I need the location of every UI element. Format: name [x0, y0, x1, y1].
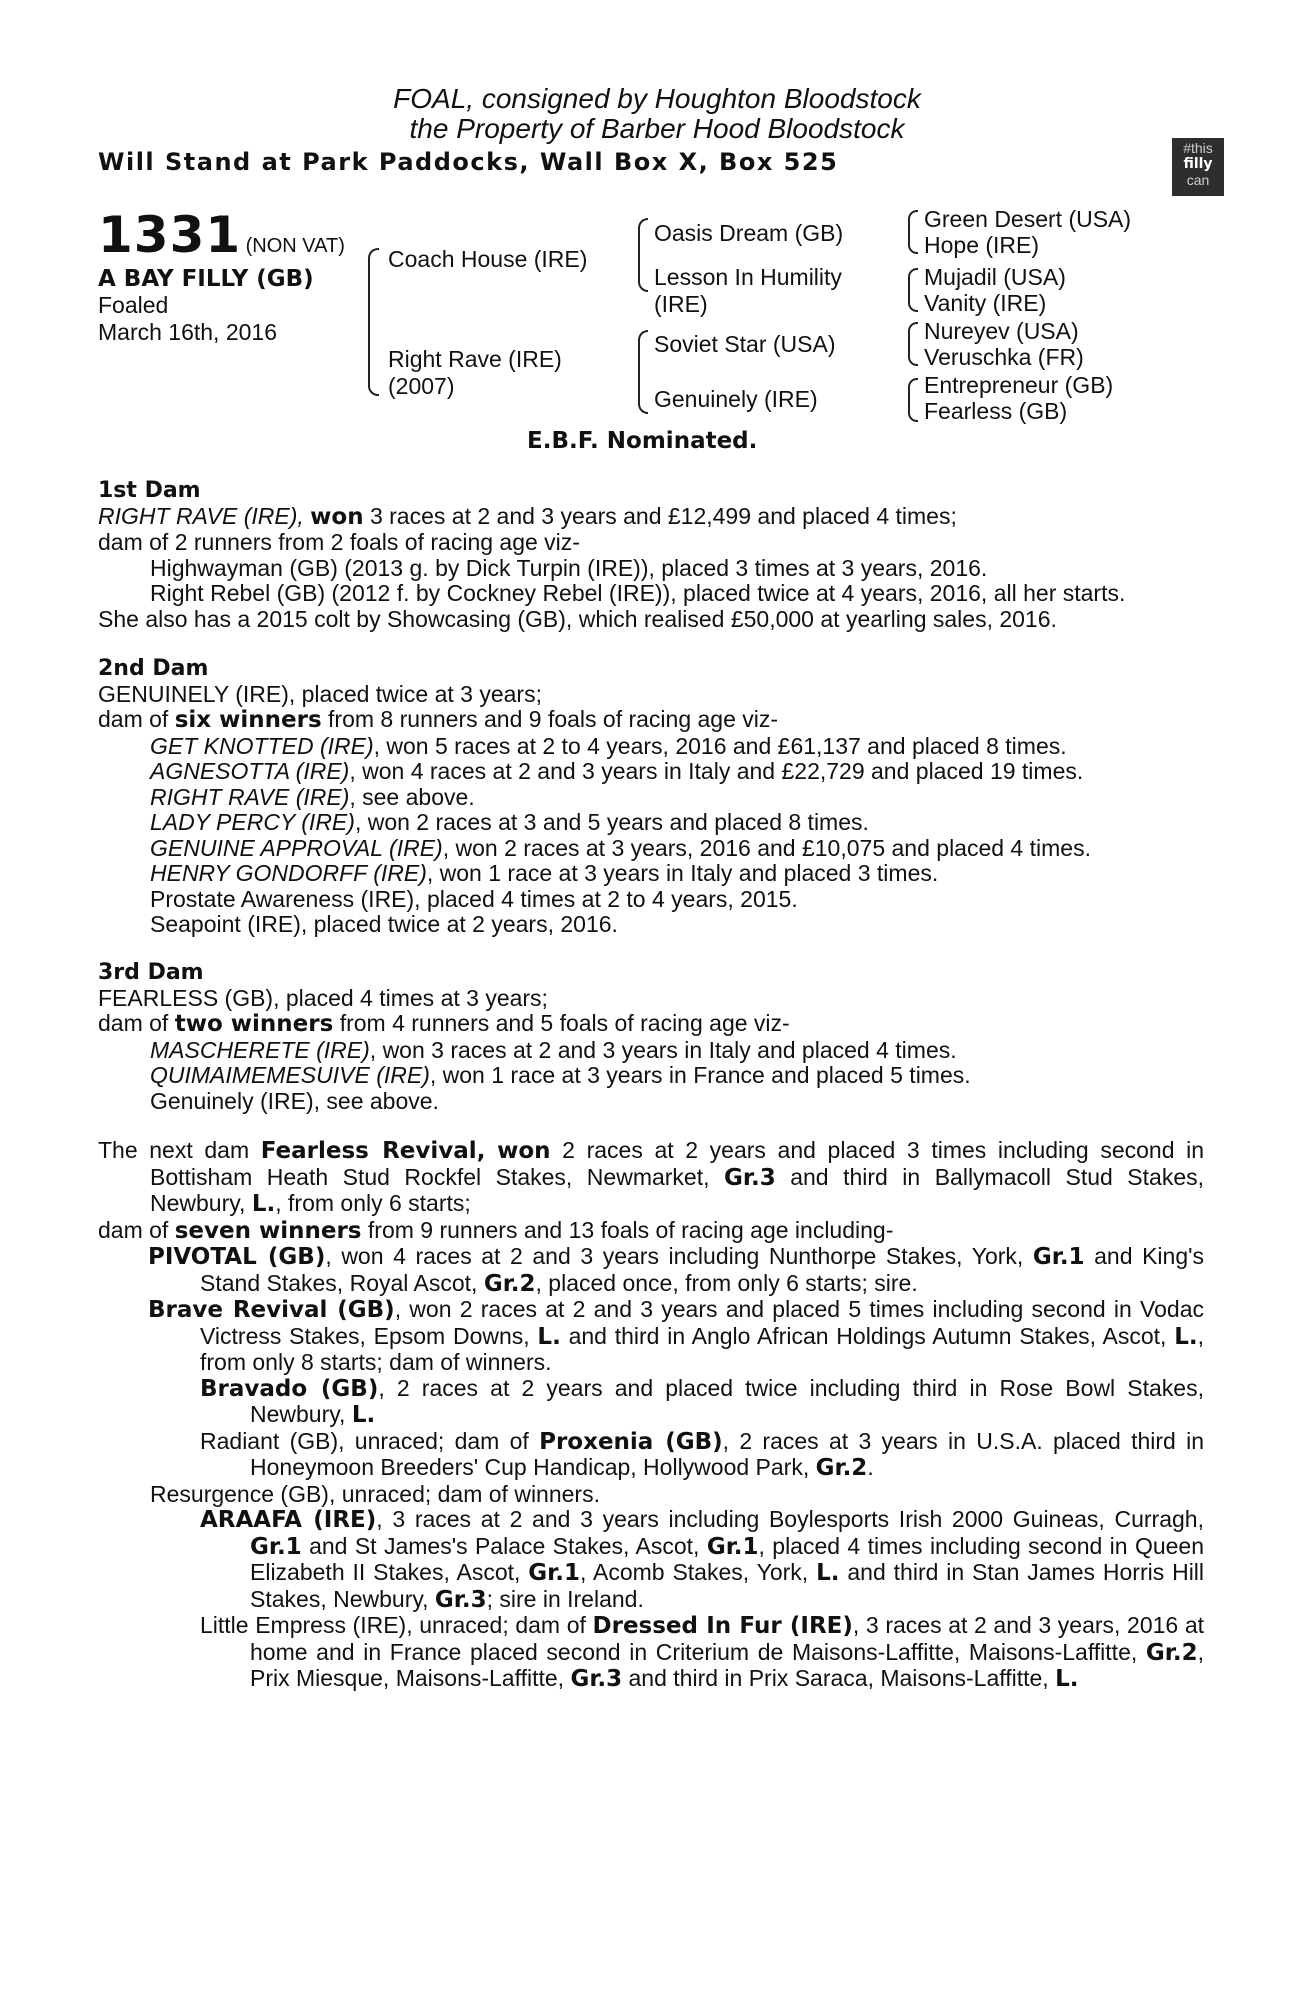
first-dam-produce-2: Right Rebel (GB) (2012 f. by Cockney Rebel (IRE)), placed twice at 4 years, 2016, all her starts.: [150, 580, 1126, 606]
third-dam-line: FEARLESS (GB), placed 4 times at 3 years;: [98, 984, 548, 1011]
foaled-label: Foaled: [98, 292, 169, 318]
third-dam-produce-2: QUIMAIMEMESUIVE (IRE), won 1 race at 3 years in France and placed 5 times.: [150, 1062, 971, 1088]
pedigree-dam-year: (2007): [388, 373, 455, 399]
second-dam-produce-6: HENRY GONDORFF (IRE), won 1 race at 3 years in Italy and placed 3 times.: [150, 860, 939, 886]
pedigree-gg8: Fearless (GB): [924, 398, 1068, 424]
first-dam-record: 3 races at 2 and 3 years and £12,499 and placed 4 times;: [369, 502, 957, 529]
pedigree-brace-gg1: [908, 210, 918, 254]
pedigree-gs2: Soviet Star (USA): [654, 331, 836, 357]
badge-line2: filly: [1183, 156, 1213, 172]
pedigree-gg4: Vanity (IRE): [924, 290, 1047, 316]
badge-line1: #this: [1183, 140, 1213, 156]
third-dam-produce-3: Genuinely (IRE), see above.: [150, 1087, 439, 1114]
produce-resurgence: Resurgence (GB), unraced; dam of winners.: [150, 1480, 600, 1507]
pedigree-gg7: Entrepreneur (GB): [924, 372, 1114, 398]
produce-brave-revival: Brave Revival (GB), won 2 races at 2 and 3 years and placed 5 times including second in Vodac Victress Stakes, Epsom Downs, L. and third in Anglo African Holdings Autumn Stakes, Ascot, L., from only 8 starts; dam of winners.: [148, 1296, 1204, 1375]
foaled-date: March 16th, 2016: [98, 319, 278, 345]
won-label: won: [310, 503, 364, 530]
pedigree-brace-dam: [638, 330, 648, 414]
produce-radiant: Radiant (GB), unraced; dam of Proxenia (GB), 2 races at 3 years in U.S.A. placed third in Honeymoon Breeders' Cup Handicap, Hollywood Park, Gr.2.: [200, 1427, 1204, 1481]
pedigree-sire: Coach House (IRE): [388, 246, 588, 272]
first-dam-produce-summary: dam of 2 runners from 2 foals of racing age viz-: [98, 529, 580, 555]
pedigree-gd1-b: (IRE): [654, 291, 708, 317]
first-dam-heading: 1st Dam: [98, 478, 201, 503]
third-dam-produce-1: MASCHERETE (IRE), won 3 races at 2 and 3 years in Italy and placed 4 times.: [150, 1036, 957, 1063]
next-dam-produce-summary: dam of seven winners from 9 runners and 13 foals of racing age including-: [98, 1216, 894, 1244]
third-dam-section: [98, 960, 1208, 1114]
second-dam-produce-8: Seapoint (IRE), placed twice at 2 years, 2016.: [150, 911, 618, 937]
pedigree-gd2: Genuinely (IRE): [654, 386, 818, 412]
first-dam-note: She also has a 2015 colt by Showcasing (GB), which realised £50,000 at yearling sales, 2016.: [98, 605, 1057, 632]
pedigree-gg5: Nureyev (USA): [924, 318, 1079, 344]
first-dam-name: RIGHT RAVE (IRE),: [98, 502, 304, 529]
pedigree-gg3: Mujadil (USA): [924, 264, 1066, 290]
next-dam-section: [98, 1138, 1204, 1693]
header-stand: Will Stand at Park Paddocks, Wall Box X, Box 525: [98, 148, 839, 176]
third-dam-heading: 3rd Dam: [98, 960, 204, 985]
header-consignor: FOAL, consigned by Houghton Bloodstock: [393, 83, 921, 114]
produce-bravado: Bravado (GB), 2 races at 2 years and placed twice including third in Rose Bowl Stakes, Newbury, L.: [200, 1374, 1204, 1428]
ebf-nominated: E.B.F. Nominated.: [527, 428, 758, 454]
badge-line3: can: [1186, 172, 1210, 188]
pedigree-gs1: Oasis Dream (GB): [654, 220, 844, 246]
pedigree-brace-gg2: [908, 268, 918, 312]
third-dam-produce-summary: dam of two winners from 4 runners and 5 foals of racing age viz-: [98, 1010, 790, 1037]
second-dam-produce-3: RIGHT RAVE (IRE), see above.: [150, 783, 475, 810]
second-dam-heading: 2nd Dam: [98, 656, 209, 681]
lot-vat: (NON VAT): [245, 235, 345, 257]
second-dam-line: GENUINELY (IRE), placed twice at 3 years;: [98, 680, 542, 707]
pedigree-brace-main: [368, 248, 379, 396]
pedigree-gd1-a: Lesson In Humility: [654, 264, 842, 290]
produce-little-empress: Little Empress (IRE), unraced; dam of Dressed In Fur (IRE), 3 races at 2 and 3 years, 2016 at home and in France placed second in Criterium de Maisons-Laffitte, Maisons-Laffitte, Gr.2, Prix Miesque, Maisons-Laffitte, Gr.3 and third in Prix Saraca, Maisons-Laffitte, L.: [200, 1612, 1205, 1692]
produce-pivotal: PIVOTAL (GB), won 4 races at 2 and 3 years including Nunthorpe Stakes, York, Gr.1 and King's Stand Stakes, Royal Ascot, Gr.2, placed once, from only 6 starts; sire.: [148, 1243, 1205, 1297]
second-dam-produce-5: GENUINE APPROVAL (IRE), won 2 races at 3 years, 2016 and £10,075 and placed 4 times.: [150, 834, 1091, 861]
second-dam-produce-summary: dam of six winners from 8 runners and 9 foals of racing age viz-: [98, 706, 779, 733]
lot-name: A BAY FILLY (GB): [98, 266, 314, 292]
lot-number: 1331: [98, 206, 242, 264]
pedigree-dam: Right Rave (IRE): [388, 346, 562, 372]
second-dam-section: [98, 656, 1208, 938]
pedigree-gg1: Green Desert (USA): [924, 206, 1132, 232]
pedigree-brace-gg3: [908, 322, 918, 366]
second-dam-produce-2: AGNESOTTA (IRE), won 4 races at 2 and 3 years in Italy and £22,729 and placed 19 times.: [150, 758, 1084, 784]
second-dam-produce-7: Prostate Awareness (IRE), placed 4 times at 2 to 4 years, 2015.: [150, 885, 798, 912]
header-property: the Property of Barber Hood Bloodstock: [409, 113, 905, 144]
pedigree-brace-gg4: [908, 378, 918, 422]
pedigree-gg6: Veruschka (FR): [924, 344, 1084, 370]
first-dam-line: [98, 504, 1208, 531]
second-dam-produce-1: GET KNOTTED (IRE), won 5 races at 2 to 4 years, 2016 and £61,137 and placed 8 times.: [150, 732, 1067, 759]
lot-header: [98, 206, 345, 264]
pedigree-gg2: Hope (IRE): [924, 232, 1040, 258]
first-dam-section: [98, 478, 1208, 632]
first-dam-produce-1: Highwayman (GB) (2013 g. by Dick Turpin (IRE)), placed 3 times at 3 years, 2016.: [150, 554, 988, 581]
second-dam-produce-4: LADY PERCY (IRE), won 2 races at 3 and 5 years and placed 8 times.: [150, 809, 869, 835]
pedigree-brace-sire: [638, 218, 648, 292]
next-dam-paragraph: The next dam Fearless Revival, won 2 races at 2 years and placed 3 times including second in Bottisham Heath Stud Rockfel Stakes, Newmarket, Gr.3 and third in Ballymacoll Stud Stakes, Newbury, L., from only 6 starts;: [98, 1137, 1205, 1217]
produce-araafa: ARAAFA (IRE), 3 races at 2 and 3 years including Boylesports Irish 2000 Guineas, Curragh, Gr.1 and St James's Palace Stakes, Ascot, Gr.1, placed 4 times including second in Queen Elizabeth II Stakes, Ascot, Gr.1, Acomb Stakes, York, L. and third in Stan James Horris Hill Stakes, Newbury, Gr.3; sire in Ireland.: [200, 1506, 1205, 1613]
hashtag-badge: [1172, 138, 1224, 196]
